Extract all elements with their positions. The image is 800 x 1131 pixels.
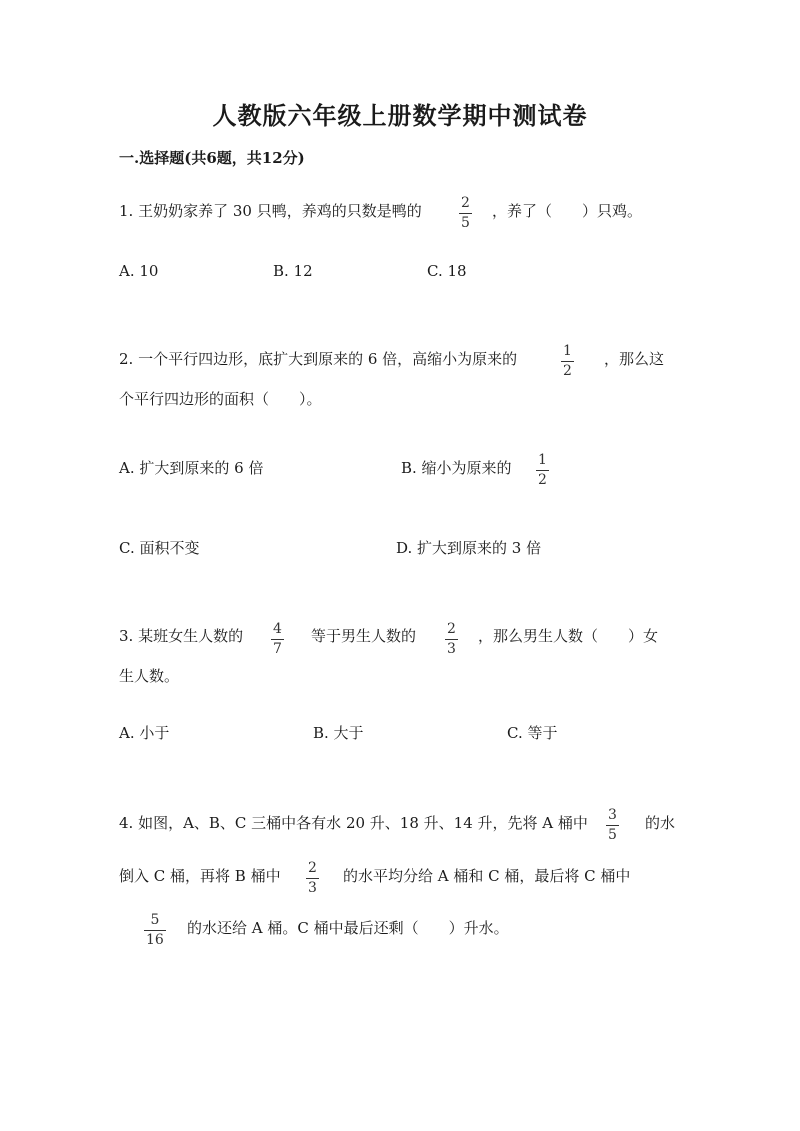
q4-fraction-2 bbox=[306, 860, 319, 896]
q1-option-c: C. 18 bbox=[427, 262, 467, 280]
q3-fraction-2 bbox=[445, 621, 458, 657]
q3-option-c: C. 等于 bbox=[507, 724, 558, 742]
q1-text-a: 1. 王奶奶家养了 30 只鸭，养鸡的只数是鸭的 bbox=[119, 202, 422, 220]
fraction-denominator: 2 bbox=[563, 363, 572, 379]
page-title: 人教版六年级上册数学期中测试卷 bbox=[212, 101, 588, 130]
fraction-numerator: 1 bbox=[538, 452, 547, 468]
fraction-numerator: 2 bbox=[447, 621, 456, 637]
q4-text-c: 倒入 C 桶，再将 B 桶中 bbox=[119, 867, 281, 885]
fraction-bar bbox=[306, 878, 319, 879]
fraction-bar bbox=[445, 639, 458, 640]
fraction-bar bbox=[271, 639, 284, 640]
q2-text-b: ，那么这 bbox=[604, 350, 665, 368]
q4-fraction-1 bbox=[606, 807, 619, 843]
fraction-denominator: 3 bbox=[447, 641, 456, 657]
q4-text-e: 的水还给 A 桶。C 桶中最后还剩（ ）升水。 bbox=[187, 919, 509, 937]
fraction-denominator: 16 bbox=[146, 932, 164, 948]
q2-text-c: 个平行四边形的面积（ ）。 bbox=[119, 390, 322, 408]
fraction-denominator: 5 bbox=[461, 215, 470, 231]
fraction-numerator: 2 bbox=[461, 195, 470, 211]
fraction-numerator: 4 bbox=[273, 621, 282, 637]
q2-option-b-fraction bbox=[536, 452, 549, 488]
q2-option-d: D. 扩大到原来的 3 倍 bbox=[396, 539, 542, 557]
q1-fraction bbox=[459, 195, 472, 231]
fraction-bar bbox=[561, 361, 574, 362]
q2-option-b: B. 缩小为原来的 bbox=[401, 459, 512, 477]
q4-text-a: 4. 如图，A、B、C 三桶中各有水 20 升、18 升、14 升，先将 A 桶中 bbox=[119, 814, 588, 832]
fraction-bar bbox=[459, 213, 472, 214]
q3-option-b: B. 大于 bbox=[313, 724, 364, 742]
fraction-numerator: 5 bbox=[150, 912, 160, 928]
q2-option-a: A. 扩大到原来的 6 倍 bbox=[119, 459, 264, 477]
q3-option-a: A. 小于 bbox=[119, 724, 170, 742]
q3-text-c: ，那么男生人数（ ）女 bbox=[478, 627, 659, 645]
fraction-bar bbox=[144, 930, 166, 931]
fraction-denominator: 2 bbox=[538, 472, 547, 488]
fraction-denominator: 5 bbox=[608, 827, 617, 843]
fraction-bar bbox=[536, 470, 549, 471]
q4-text-b: 的水 bbox=[645, 814, 676, 832]
fraction-numerator: 3 bbox=[608, 807, 617, 823]
q4-fraction-3 bbox=[144, 912, 166, 948]
fraction-numerator: 2 bbox=[308, 860, 317, 876]
q4-text-d: 的水平均分给 A 桶和 C 桶，最后将 C 桶中 bbox=[343, 867, 631, 885]
q1-option-b: B. 12 bbox=[273, 262, 313, 280]
fraction-denominator: 3 bbox=[308, 880, 317, 896]
q3-text-b: 等于男生人数的 bbox=[311, 627, 417, 645]
q1-text-b: ，养了（ ）只鸡。 bbox=[492, 202, 643, 220]
q2-option-c: C. 面积不变 bbox=[119, 539, 200, 557]
q3-text-a: 3. 某班女生人数的 bbox=[119, 627, 244, 645]
q3-fraction-1 bbox=[271, 621, 284, 657]
q2-fraction bbox=[561, 343, 574, 379]
q3-text-d: 生人数。 bbox=[119, 667, 180, 685]
q1-option-a: A. 10 bbox=[119, 262, 159, 280]
q2-text-a: 2. 一个平行四边形，底扩大到原来的 6 倍，高缩小为原来的 bbox=[119, 350, 518, 368]
fraction-bar bbox=[606, 825, 619, 826]
fraction-denominator: 7 bbox=[273, 641, 282, 657]
section-heading: 一.选择题(共6题，共12分) bbox=[119, 149, 305, 167]
fraction-numerator: 1 bbox=[563, 343, 572, 359]
